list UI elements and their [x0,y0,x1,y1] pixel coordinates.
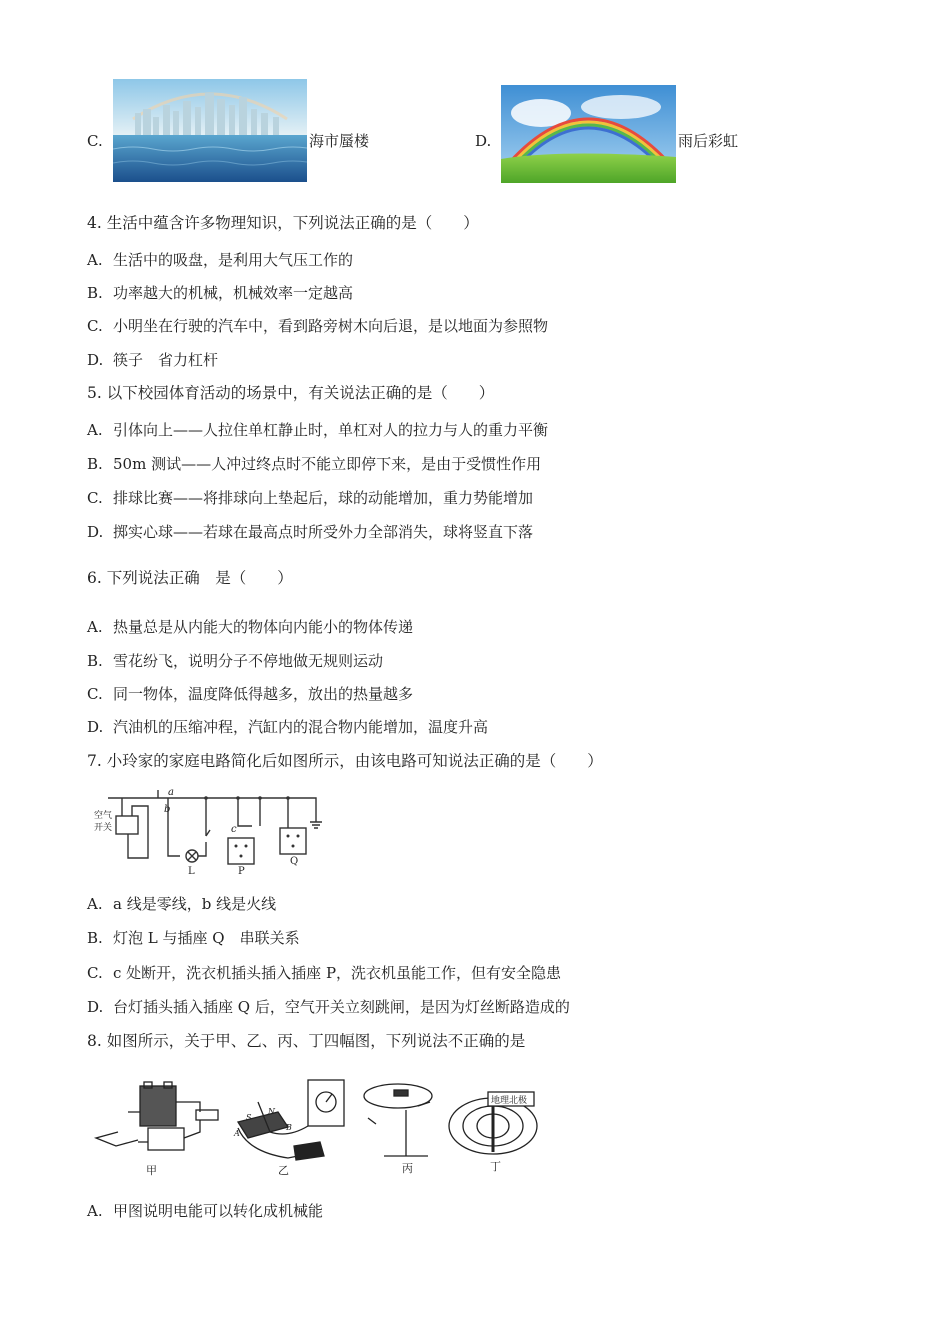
q6-option-c [87,684,413,704]
figure-ding-label: 丁 [490,1160,501,1173]
option-letter: B. [87,652,103,670]
q7-option-a [87,894,276,914]
option-text: 灯泡 L 与插座 Q 串联关系 [113,929,300,947]
air-switch-label-2: 开关 [94,823,113,833]
q4-option-b [87,283,353,303]
svg-text:B: B [286,1123,292,1132]
socket-q-label: Q [290,856,299,867]
air-switch-label-1: 空气 [94,811,113,821]
q8-option-a [87,1201,323,1221]
option-d-caption: 雨后彩虹 [678,132,739,150]
q4-option-d [87,350,218,370]
point-c-label: c [231,824,237,835]
wire-b-label: b [164,804,171,815]
question-5-stem: 5. 以下校园体育活动的场景中，有关说法正确的是（ ） [87,384,495,402]
wire-a-label: a [168,787,174,798]
option-text: 掷实心球——若球在最高点时所受外力全部消失，球将竖直下落 [113,523,534,541]
option-letter: C. [87,489,103,507]
option-text: 排球比赛——将排球向上垫起后，球的动能增加，重力势能增加 [113,489,534,507]
figure-bing-label: 丙 [402,1162,413,1175]
option-text: a 线是零线，b 线是火线 [113,895,277,913]
option-letter: A. [87,421,103,439]
geographic-north-label: 地理北极 [491,1096,528,1106]
q4-option-a [87,250,353,270]
option-letter: A. [87,251,103,269]
question-6-stem: 6. 下列说法正确 是（ ） [87,569,293,587]
option-text: 台灯插头插入插座 Q 后，空气开关立刻跳闸，是因为灯丝断路造成的 [113,998,570,1016]
option-letter: D. [87,718,104,736]
option-c-caption: 海市蜃楼 [309,132,370,150]
svg-text:S: S [246,1113,252,1122]
option-letter: D. [87,351,104,369]
option-text: 筷子 省力杠杆 [113,351,219,369]
q5-option-a [87,420,548,440]
option-letter: B. [87,929,103,947]
option-letter: A. [87,895,103,913]
option-text: 热量总是从内能大的物体向内能小的物体传递 [113,618,414,636]
question-8-stem: 8. 如图所示，关于甲、乙、丙、丁四幅图，下列说法不正确的是 [87,1032,526,1050]
q5-option-c [87,488,533,508]
figure-jia-label: 甲 [146,1164,157,1177]
option-text: 功率越大的机械，机械效率一定越高 [113,284,354,302]
option-text: 同一物体，温度降低得越多，放出的热量越多 [113,685,414,703]
option-text: 50m 测试——人冲过终点时不能立即停下来，是由于受惯性作用 [113,455,542,473]
option-letter: C. [87,317,103,335]
question-7-stem: 7. 小玲家的家庭电路简化后如图所示，由该电路可知说法正确的是（ ） [87,752,603,770]
option-letter: B. [87,455,103,473]
svg-text:N: N [268,1107,275,1116]
four-figures [88,1072,540,1178]
q5-option-d [87,522,533,542]
q6-option-a [87,617,413,637]
option-text: 甲图说明电能可以转化成机械能 [113,1202,324,1220]
q4-option-c [87,316,548,336]
q6-option-d [87,717,488,737]
mirage-image [113,79,307,182]
option-d-letter: D. [475,132,492,150]
option-text: c 处断开，洗衣机插头插入插座 P，洗衣机虽能工作，但有安全隐患 [113,964,562,982]
option-text: 汽油机的压缩冲程，汽缸内的混合物内能增加，温度升高 [113,718,489,736]
option-c-letter: C. [87,132,103,150]
question-4-stem: 4. 生活中蕴含许多物理知识，下列说法正确的是（ ） [87,214,479,232]
q7-option-c [87,963,561,983]
q7-option-d [87,997,570,1017]
option-text: 引体向上——人拉住单杠静止时，单杠对人的拉力与人的重力平衡 [113,421,549,439]
option-text: 雪花纷飞，说明分子不停地做无规则运动 [113,652,384,670]
option-letter: A. [87,1202,103,1220]
option-letter: C. [87,685,103,703]
rainbow-image [501,85,676,183]
q6-option-b [87,651,383,671]
option-letter: C. [87,964,103,982]
circuit-diagram [88,786,336,876]
option-text: 生活中的吸盘，是利用大气压工作的 [113,251,354,269]
option-letter: D. [87,998,104,1016]
option-letter: D. [87,523,104,541]
q7-option-b [87,928,300,948]
q5-option-b [87,454,541,474]
option-letter: A. [87,618,103,636]
figure-yi-label: 乙 [278,1164,289,1177]
svg-text:A: A [234,1129,240,1138]
option-letter: B. [87,284,103,302]
option-text: 小明坐在行驶的汽车中，看到路旁树木向后退，是以地面为参照物 [113,317,549,335]
lamp-label: L [188,866,195,876]
socket-p-label: P [238,866,245,876]
